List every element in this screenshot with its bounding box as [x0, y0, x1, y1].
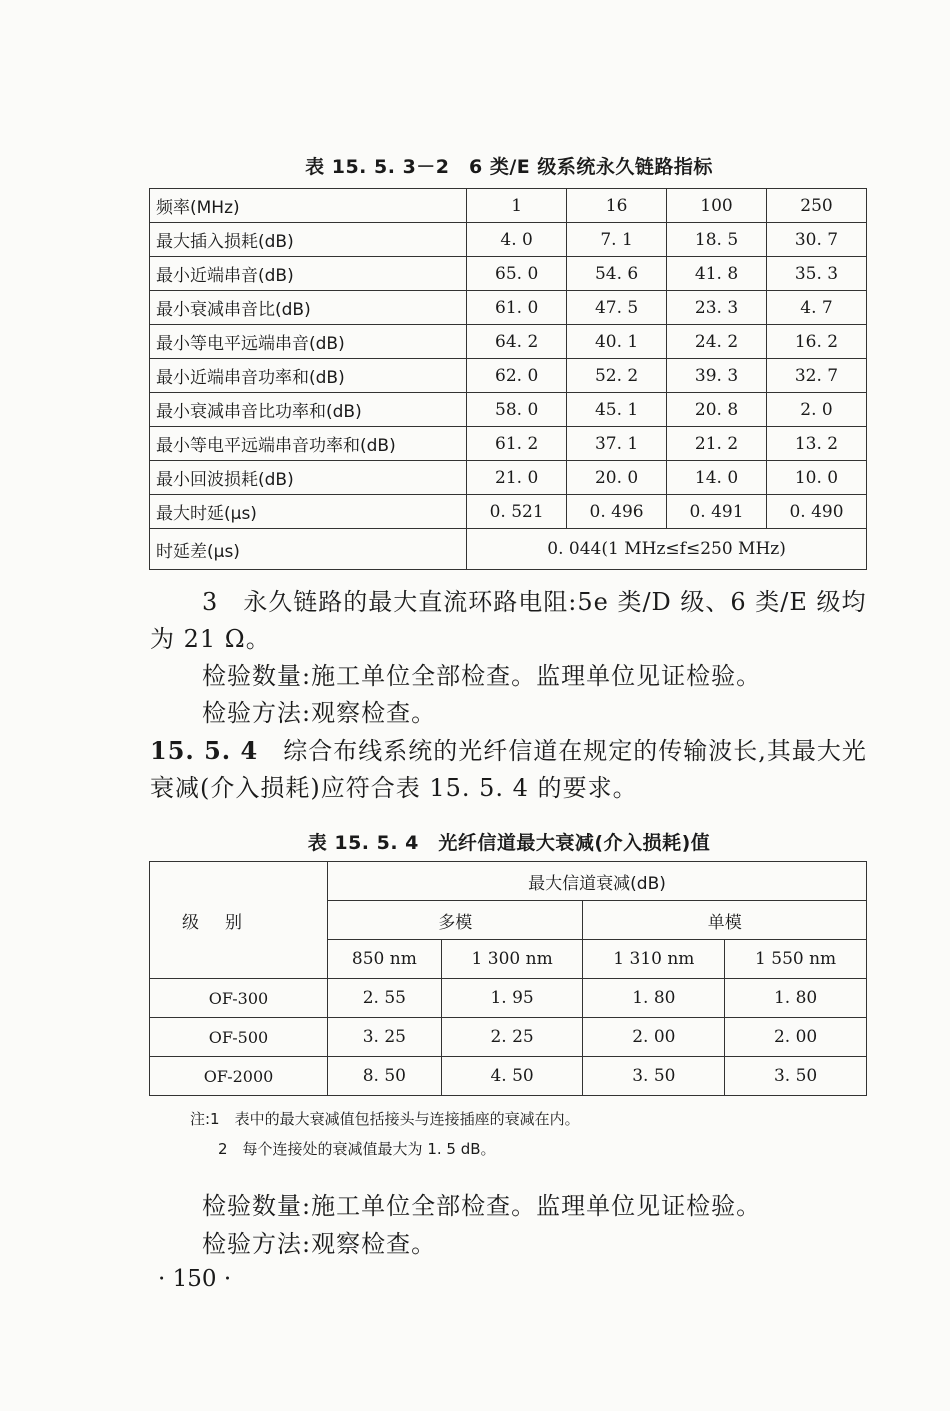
table-cell: 0. 044(1 MHz≤f≤250 MHz): [467, 529, 867, 570]
row-label: 最大插入损耗(dB): [150, 223, 467, 257]
row-label: 最小近端串音功率和(dB): [150, 359, 467, 393]
table-cell: 2. 25: [441, 1018, 583, 1057]
table-row: [150, 325, 867, 359]
table-cell: 47. 5: [567, 291, 667, 325]
table-cell: 35. 3: [767, 257, 867, 291]
table-note-2: 2 每个连接处的衰减值最大为 1. 5 dB。: [218, 1140, 496, 1158]
permanent-link-table: [149, 188, 867, 570]
table-cell: 40. 1: [567, 325, 667, 359]
paragraph-line: 衰减(介入损耗)应符合表 15. 5. 4 的要求。: [150, 774, 638, 802]
table-cell: 0. 491: [667, 495, 767, 529]
table-cell: 21. 0: [467, 461, 567, 495]
table-cell: 0. 496: [567, 495, 667, 529]
table-row: [150, 1057, 867, 1096]
wavelength-header: 1 300 nm: [441, 940, 583, 979]
table-cell: 32. 7: [767, 359, 867, 393]
paragraph-line: 为 21 Ω。: [150, 625, 271, 653]
table-cell: 14. 0: [667, 461, 767, 495]
table-cell: 41. 8: [667, 257, 767, 291]
paragraph-inspection-quantity-2: [150, 1188, 870, 1225]
table-cell: 8. 50: [328, 1057, 442, 1096]
table-cell: 23. 3: [667, 291, 767, 325]
paragraph-line: 检验数量:施工单位全部检查。监理单位见证检验。: [202, 662, 762, 690]
table-cell: 61. 0: [467, 291, 567, 325]
table-row: [150, 427, 867, 461]
table-cell: 3. 50: [583, 1057, 725, 1096]
wavelength-header: 1 550 nm: [725, 940, 867, 979]
paragraph-line: [150, 732, 870, 770]
table-cell: 10. 0: [767, 461, 867, 495]
paragraph-line: 3 永久链路的最大直流环路电阻:5e 类/D 级、6 类/E 级均: [202, 588, 867, 616]
wavelength-header: 850 nm: [328, 940, 442, 979]
paragraph-line: 检验数量:施工单位全部检查。监理单位见证检验。: [202, 1192, 762, 1220]
table-cell: 2. 00: [583, 1018, 725, 1057]
table-row: [150, 393, 867, 427]
row-label: 最小等电平远端串音(dB): [150, 325, 467, 359]
table-row: [150, 291, 867, 325]
table-cell: 65. 0: [467, 257, 567, 291]
table-cell: 4. 50: [441, 1057, 583, 1096]
table-cell: 30. 7: [767, 223, 867, 257]
row-label: OF-2000: [150, 1057, 328, 1096]
table-cell: 7. 1: [567, 223, 667, 257]
fiber-attenuation-table: [149, 861, 867, 1096]
grade-header: 级别: [150, 862, 328, 979]
paragraph-line: 检验方法:观察检查。: [202, 699, 437, 727]
table-cell: 2. 0: [767, 393, 867, 427]
table-cell: 45. 1: [567, 393, 667, 427]
table-cell: 3. 25: [328, 1018, 442, 1057]
table-row: [150, 529, 867, 570]
row-label: 最小近端串音(dB): [150, 257, 467, 291]
row-label: 最小回波损耗(dB): [150, 461, 467, 495]
table-cell: 4. 7: [767, 291, 867, 325]
singlemode-header: 单模: [583, 901, 867, 940]
paragraph-15-5-4: [150, 732, 870, 807]
row-label: OF-500: [150, 1018, 328, 1057]
wavelength-header: 1 310 nm: [583, 940, 725, 979]
table-row: [150, 223, 867, 257]
paragraph-dc-resistance: [150, 584, 870, 658]
paragraph-line: 检验方法:观察检查。: [202, 1230, 437, 1258]
table-cell: 13. 2: [767, 427, 867, 461]
table-cell: 20. 0: [567, 461, 667, 495]
table-cell: 24. 2: [667, 325, 767, 359]
table-row: [150, 257, 867, 291]
row-label: 时延差(μs): [150, 529, 467, 570]
row-label: 最小等电平远端串音功率和(dB): [150, 427, 467, 461]
header-cell: 100: [667, 189, 767, 223]
table-cell: 64. 2: [467, 325, 567, 359]
page-number: · 150 ·: [158, 1266, 232, 1292]
table-cell: 1. 80: [725, 979, 867, 1018]
table-cell: 18. 5: [667, 223, 767, 257]
row-label: OF-300: [150, 979, 328, 1018]
table-row: [150, 495, 867, 529]
clause-number: 15. 5. 4: [150, 736, 259, 765]
table-cell: 62. 0: [467, 359, 567, 393]
header-cell: 250: [767, 189, 867, 223]
table-cell: 0. 521: [467, 495, 567, 529]
table-row: [150, 359, 867, 393]
max-attenuation-header: 最大信道衰减(dB): [328, 862, 867, 901]
table-note-1: 注:1 表中的最大衰减值包括接头与连接插座的衰减在内。: [190, 1110, 580, 1128]
table-row: [150, 461, 867, 495]
table-header-row: [150, 189, 867, 223]
table-header-row: [150, 862, 867, 901]
header-cell: 1: [467, 189, 567, 223]
row-label: 最小衰减串音比(dB): [150, 291, 467, 325]
table2-caption: 表 15. 5. 4 光纤信道最大衰减(介入损耗)值: [307, 832, 711, 854]
table-cell: 0. 490: [767, 495, 867, 529]
table-cell: 54. 6: [567, 257, 667, 291]
table-cell: 37. 1: [567, 427, 667, 461]
row-label: 最小衰减串音比功率和(dB): [150, 393, 467, 427]
table-cell: 3. 50: [725, 1057, 867, 1096]
table-cell: 2. 55: [328, 979, 442, 1018]
table-cell: 58. 0: [467, 393, 567, 427]
table-cell: 16. 2: [767, 325, 867, 359]
table-cell: 52. 2: [567, 359, 667, 393]
header-cell: 16: [567, 189, 667, 223]
table-cell: 21. 2: [667, 427, 767, 461]
paragraph-inspection-quantity: [150, 658, 870, 695]
clause-text: 综合布线系统的光纤信道在规定的传输波长,其最大光: [258, 737, 867, 765]
header-cell: 频率(MHz): [150, 189, 467, 223]
table-row: [150, 1018, 867, 1057]
paragraph-inspection-method: [150, 695, 870, 732]
multimode-header: 多模: [328, 901, 583, 940]
table-cell: 1. 80: [583, 979, 725, 1018]
paragraph-inspection-method-2: [150, 1226, 870, 1263]
table-cell: 1. 95: [441, 979, 583, 1018]
table-cell: 39. 3: [667, 359, 767, 393]
table1-caption: 表 15. 5. 3－2 6 类/E 级系统永久链路指标: [305, 156, 713, 178]
table-cell: 2. 00: [725, 1018, 867, 1057]
table-cell: 61. 2: [467, 427, 567, 461]
row-label: 最大时延(μs): [150, 495, 467, 529]
table-row: [150, 979, 867, 1018]
table-cell: 4. 0: [467, 223, 567, 257]
table-cell: 20. 8: [667, 393, 767, 427]
